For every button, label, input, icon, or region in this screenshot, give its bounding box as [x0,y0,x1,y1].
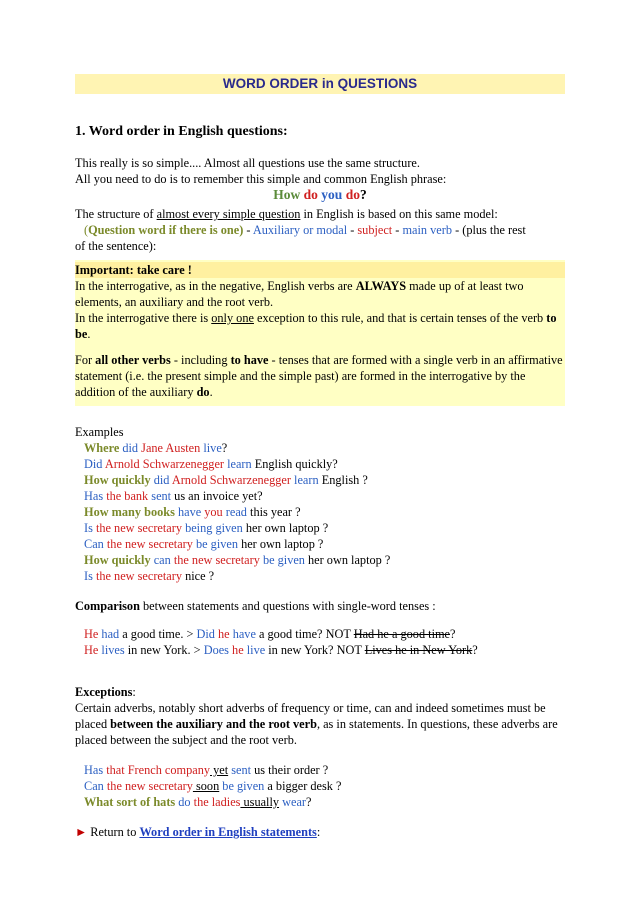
phrase-do-2: do [345,187,360,202]
word: being given [182,521,243,535]
word: be given [219,779,265,793]
word: a bigger desk ? [264,779,342,793]
model-sep: - [243,223,253,237]
word: do [175,795,191,809]
word: her own laptop ? [238,537,324,551]
word: What sort of hats [84,795,176,809]
phrase-you: you [321,187,343,202]
adverb: yet [210,763,229,777]
word: the new secretary [170,553,260,567]
word: How quickly [84,473,151,487]
text: . [87,327,91,341]
word: read [222,505,247,519]
model-end: of the sentence): [75,239,157,253]
word: Jane Austen [138,441,201,455]
example-item [84,520,565,536]
word: her own laptop ? [304,553,391,567]
text: : [316,825,321,839]
word: Where [84,441,120,455]
struck-text: Had he a good time [353,627,451,641]
emphasis: to be [75,311,557,341]
example-item [84,456,565,472]
word: Has [84,763,104,777]
comparison-text: between statements and questions with single-word tenses : [139,599,436,613]
underlined: only one [211,311,254,325]
structure-text-end: in English is based on this same model: [300,207,498,221]
exception-item [84,778,565,794]
model-question-word: Question word if there is one) [88,223,244,237]
word: he [228,643,244,657]
exception-item [84,794,565,810]
key-phrase [75,187,565,203]
structure-text: The structure of [75,207,157,221]
word: the bank [103,489,149,503]
word: He [84,643,99,657]
word: Can [84,537,104,551]
word: English quickly? [251,457,338,471]
text: , as in statements. In questions, these adverbs are placed between the subject and the root verb. [75,717,558,747]
example-item [84,440,565,456]
phrase-do: do [303,187,318,202]
examples-label: Examples [75,425,124,439]
text: - including [170,353,231,367]
word: the ladies [190,795,241,809]
text: - tenses that are formed with a single verb in an affirmative statement (i.e. the present simple and the simple past) are formed in the interrogative by the addition of the auxiliary [75,353,563,399]
word: this year ? [246,505,301,519]
text: exception to this rule, and that is certain tenses of the verb [253,311,547,325]
word: English ? [318,473,368,487]
word: ? [306,795,312,809]
text: made up of at least two elements, an auxiliary and the root verb. [75,279,524,309]
model-rest: - (plus the rest [452,223,526,237]
word: you [201,505,223,519]
structure-underlined: almost every simple question [156,207,301,221]
example-item [84,568,565,584]
model-subject: subject [357,223,393,237]
word: did [119,441,139,455]
important-para-2 [75,310,565,342]
emphasis: do [196,385,210,399]
phrase-how: How [273,187,301,202]
word: ? [450,627,456,641]
word: that French company [103,763,211,777]
comparison-item [84,626,565,642]
model-sep: - [392,223,403,237]
word: How quickly [84,553,151,567]
word: He [84,627,99,641]
page-title: WORD ORDER in QUESTIONS [75,74,565,94]
word: the new secretary [103,537,193,551]
word: in new York. > [124,643,204,657]
word: ? [221,441,228,455]
word: learn [290,473,319,487]
word: the new secretary [92,521,182,535]
word: Is [84,521,93,535]
adverb: soon [192,779,220,793]
section-heading: 1. Word order in English questions: [75,124,288,139]
text: . [209,385,213,399]
structure-line [75,206,565,222]
word: did [150,473,170,487]
emphasis: to have [230,353,269,367]
emphasis: between the auxiliary and the root verb [110,717,317,731]
word: Is [84,569,93,583]
word: Did [196,627,215,641]
document-page [75,74,565,840]
word: be given [259,553,305,567]
adverb: usually [240,795,280,809]
intro-line-1: This really is so simple.... Almost all questions use the same structure. [75,156,420,170]
text: Certain adverbs, notably short adverbs of frequency or time, can and indeed sometimes must be placed [75,701,546,731]
word: lives [98,643,125,657]
example-item [84,552,565,568]
word: How many books [84,505,175,519]
word: us an invoice yet? [171,489,263,503]
emphasis: ALWAYS [355,279,407,293]
model-sep: - [347,223,358,237]
example-item [84,536,565,552]
struck-text: Lives he in New York [364,643,473,657]
footer-line [75,824,565,840]
word: Has [84,489,104,503]
word: have [174,505,202,519]
important-box [75,260,565,406]
examples-list [75,440,565,584]
example-item [84,472,565,488]
word: sent [148,489,172,503]
comparison-label: Comparison [75,599,140,613]
word: the new secretary [92,569,182,583]
intro-line-2: All you need to do is to remember this simple and common English phrase: [75,172,447,186]
word: ? [472,643,478,657]
phrase-qmark: ? [359,187,367,202]
word: her own laptop ? [242,521,329,535]
model-line [75,222,565,238]
word: sent [228,763,252,777]
word: live [200,441,222,455]
important-para-1 [75,278,565,310]
word: be given [192,537,238,551]
word: had [98,627,120,641]
word: can [150,553,171,567]
word: us their order ? [251,763,329,777]
word: the new secretary [103,779,193,793]
comparison-list [75,626,565,658]
text: For [75,353,96,367]
word: a good time? NOT [255,627,354,641]
word: live [243,643,266,657]
word: Does [203,643,229,657]
model-auxiliary: Auxiliary or modal [252,223,348,237]
word: have [229,627,256,641]
model-open: ( [84,223,89,237]
exceptions-para [75,700,565,748]
word: a good time. > [119,627,197,641]
text: In the interrogative, as in the negative, English verbs are [75,279,356,293]
text: In the interrogative there is [75,311,212,325]
comparison-item [84,642,565,658]
exception-item [84,762,565,778]
important-para-3 [75,352,565,400]
comparison-line [75,598,565,614]
word: Can [84,779,104,793]
text: : [132,685,136,699]
statements-link[interactable]: Word order in English statements [139,825,317,839]
model-main-verb: main verb [402,223,452,237]
word: he [214,627,230,641]
word: in new York? NOT [265,643,365,657]
important-heading: Important: take care ! [75,262,565,278]
word: Did [84,457,103,471]
word: Arnold Schwarzenegger [169,473,291,487]
example-item [84,504,565,520]
emphasis: all other verbs [95,353,171,367]
word: learn [224,457,252,471]
word: nice ? [182,569,215,583]
example-item [84,488,565,504]
exceptions-list [75,762,565,810]
right-arrow-icon: ► [75,825,88,839]
footer-text: Return to [87,825,140,839]
word: Arnold Schwarzenegger [102,457,225,471]
exceptions-title: Exceptions [75,685,133,699]
exceptions-label [75,684,565,700]
word: wear [279,795,307,809]
